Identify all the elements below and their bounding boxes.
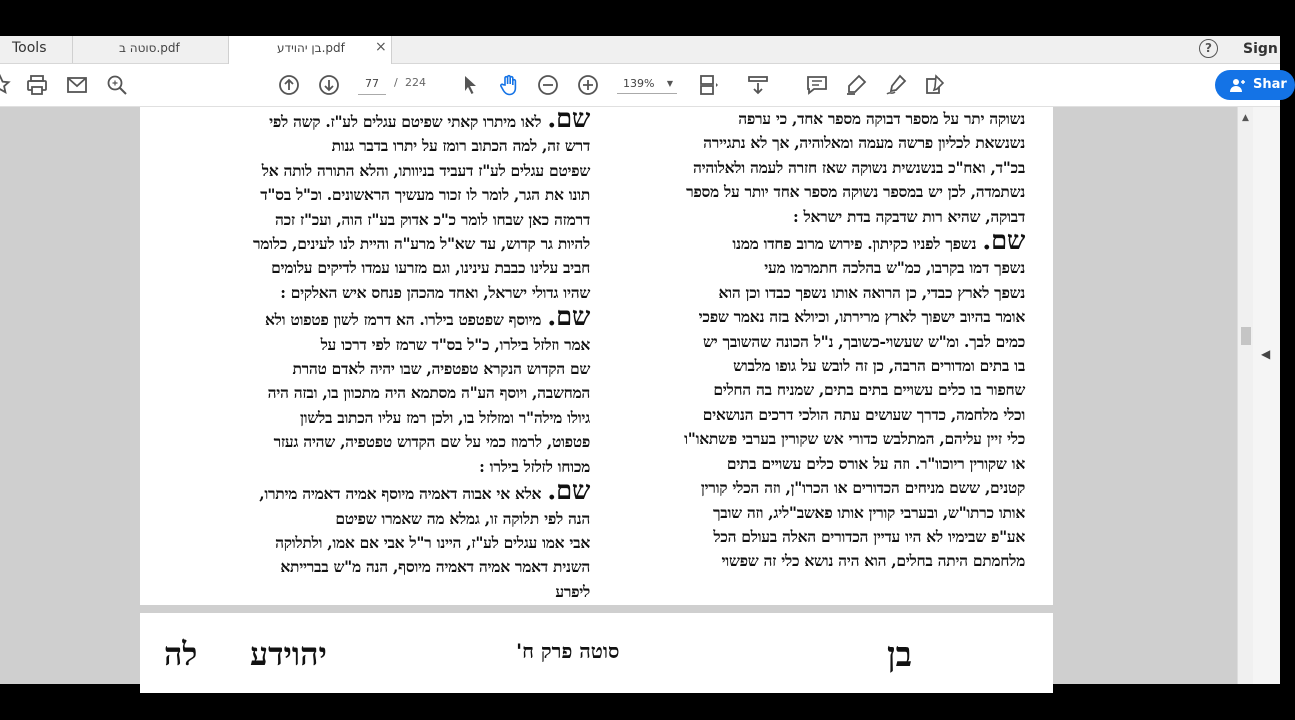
line-text: מכוחו לזלזל בילרו : bbox=[479, 456, 590, 476]
text-line bbox=[630, 226, 1025, 257]
line-text: שפיטם עגלים לע"ז דעביד בניוותו, והלא התורה לותה אל bbox=[261, 160, 590, 180]
page-header-chapter: סוטה פרק ח' bbox=[516, 639, 620, 663]
line-text: נשנשאת לכליון פרשה מעמה ומאלוהיה, אך לא נתגיירה bbox=[703, 133, 1025, 153]
chevron-left-icon[interactable]: ◀ bbox=[1261, 347, 1271, 361]
tab-sotah-b[interactable] bbox=[72, 36, 228, 63]
line-text: גיולו מילה"ר ומזלזל בו, ולכן רמז עליו הכתוב בלשון bbox=[300, 407, 590, 427]
line-text: דרש זה, למה הכתוב רומז על יתרו בדבר גנות bbox=[331, 136, 590, 156]
vertical-scrollbar[interactable] bbox=[1237, 107, 1254, 684]
text-line bbox=[180, 104, 590, 134]
text-line bbox=[180, 302, 590, 333]
user-share-icon bbox=[1229, 77, 1245, 93]
text-line bbox=[180, 256, 590, 280]
text-line bbox=[630, 403, 1025, 427]
text-line bbox=[630, 378, 1025, 402]
sign-in-link[interactable]: Sign bbox=[1243, 41, 1278, 57]
line-text: ליפרע bbox=[555, 581, 590, 601]
text-line bbox=[630, 180, 1025, 204]
scroll-up-icon[interactable]: ▲ bbox=[1242, 113, 1249, 123]
text-line bbox=[180, 381, 590, 405]
line-text: נשוקה יתר על מספר דבוקה מספר אחד, כי ערפה bbox=[738, 109, 1025, 128]
close-icon[interactable]: × bbox=[375, 39, 387, 55]
text-line bbox=[630, 281, 1025, 305]
text-line bbox=[630, 330, 1025, 354]
text-line bbox=[630, 549, 1025, 573]
page-header-yehoyada: יהוידע bbox=[250, 635, 327, 673]
line-text: נשפך לפניו כקיתון. פירוש מרוב פחדו ממנו bbox=[732, 234, 977, 254]
main-toolbar bbox=[0, 64, 1287, 107]
line-text: אלא אי אבוה דאמיה מיוסף אמיה דאמיה מיתרו, bbox=[259, 484, 542, 504]
line-text: השנית דאמר אמיה דאמיה מיוסף, הנה מ"ש בברייתא bbox=[280, 557, 590, 577]
line-text: מלחמתם היתה בחלים, הוא היה נושא כלי זה שפשוי bbox=[721, 551, 1025, 571]
tab-label: סוטה ב.pdf bbox=[119, 41, 180, 55]
highlight-icon[interactable] bbox=[844, 73, 868, 97]
page-separator: / bbox=[394, 76, 398, 89]
text-line bbox=[180, 531, 590, 555]
line-text: המחשבה, ויוסף הע"ה מסתמא היה מתכוון בו, ובזה היה bbox=[267, 383, 590, 403]
text-line bbox=[180, 159, 590, 183]
text-line bbox=[180, 580, 590, 604]
fit-page-icon[interactable] bbox=[697, 73, 721, 97]
prev-page-icon[interactable] bbox=[277, 73, 301, 97]
line-text: כמים לבך. ומ"ש שעשוי-כשובך, נ"ל הכונה שהשובך יש bbox=[702, 331, 1025, 351]
line-text: פטפוט, לרמוז כמי על שם הקדוש טפטפיה, שהיה געזר bbox=[273, 432, 590, 452]
text-line bbox=[630, 256, 1025, 280]
text-line bbox=[180, 333, 590, 357]
chevron-down-icon: ▼ bbox=[666, 79, 673, 88]
line-text: בכ"ד, ואח"כ בנשנשית נשוקה שאז חזרה לעמה ולאלוהיה bbox=[693, 157, 1025, 177]
scroll-thumb[interactable] bbox=[1241, 327, 1251, 345]
paragraph-lead-word: שם. bbox=[547, 104, 590, 134]
text-line bbox=[180, 208, 590, 232]
zoom-value: 139% bbox=[623, 77, 655, 90]
line-text: אמר וזלזל בילרו, כ"ל בס"ד שרמז לפי דרכו על bbox=[320, 334, 590, 354]
pdf-page bbox=[140, 104, 1053, 605]
star-icon[interactable] bbox=[0, 73, 12, 97]
line-text: שם הקדוש הנקרא טפטפיה, שבו יהיה לאדם טהרת bbox=[292, 359, 590, 379]
fill-sign-icon[interactable] bbox=[923, 73, 947, 97]
zoom-out-icon[interactable] bbox=[536, 73, 560, 97]
search-icon[interactable] bbox=[105, 73, 129, 97]
text-line bbox=[180, 134, 590, 158]
tab-bar bbox=[0, 36, 1280, 64]
print-icon[interactable] bbox=[25, 73, 49, 97]
page-total: 224 bbox=[405, 76, 426, 89]
line-text: אומר בהיוב ישפוך לארץ מרירתו, וכיולא בזה נאמר שפכי bbox=[698, 307, 1025, 327]
text-line bbox=[630, 501, 1025, 525]
tools-menu[interactable]: Tools bbox=[12, 40, 47, 56]
text-line bbox=[630, 354, 1025, 378]
text-line bbox=[180, 507, 590, 531]
share-label: Shar bbox=[1253, 77, 1287, 92]
line-text: נשתמדה, לכן יש במספר נשוקה מספר אחד יותר על מספר bbox=[686, 182, 1025, 202]
email-icon[interactable] bbox=[65, 73, 89, 97]
line-text: וכלי מלחמה, כדרך שעושים עתה הולכי דרכים הנושאים bbox=[702, 404, 1025, 424]
line-text: מיוסף שפטפט בילרו. הא דרמז לשון פטפוט ולא bbox=[265, 310, 542, 330]
line-text: או שקורין ריוכוו"ר. וזה על אורס כלים עשויים בתים bbox=[726, 453, 1025, 473]
text-line bbox=[630, 205, 1025, 229]
line-text: שחפור בו כלים עשויים בתים בתים, שמניח בה החלים bbox=[713, 380, 1025, 400]
left-text-column bbox=[180, 104, 590, 604]
text-line bbox=[630, 107, 1025, 131]
line-text: תונו את הגר, לומר לו זכור מעשיך הראשונים. וכ"ל בס"ד bbox=[260, 185, 590, 205]
help-icon[interactable]: ? bbox=[1199, 39, 1218, 58]
page-number-input[interactable]: 77 bbox=[358, 74, 386, 95]
share-button[interactable] bbox=[1215, 70, 1295, 100]
line-text: כלי זיין עליהם, המתלבש כדורי אש שקורין בערבי פשתאו"ו bbox=[684, 429, 1025, 449]
text-line bbox=[180, 555, 590, 579]
text-line bbox=[180, 281, 590, 305]
right-text-column bbox=[630, 107, 1025, 574]
select-cursor-icon[interactable] bbox=[458, 73, 482, 97]
line-text: לאו מיתרו קאתי שפיטם עגלים לע"ז. קשה לפי bbox=[269, 112, 542, 131]
tab-label: בן יהוידע.pdf bbox=[277, 41, 345, 55]
comment-icon[interactable] bbox=[805, 73, 829, 97]
paragraph-lead-word: שם. bbox=[547, 302, 590, 333]
text-line bbox=[180, 476, 590, 507]
next-page-icon[interactable] bbox=[317, 73, 341, 97]
line-text: נשפך לארץ כבדי, כן הרואה אותו נשפך כבדו וכן הוא bbox=[718, 282, 1025, 302]
page-header-number: לה bbox=[164, 635, 198, 673]
scroll-mode-icon[interactable] bbox=[746, 73, 770, 97]
zoom-in-icon[interactable] bbox=[576, 73, 600, 97]
text-line bbox=[630, 427, 1025, 451]
text-line bbox=[630, 452, 1025, 476]
line-text: אותו כרתו"ש, ובערבי קורין אותו פאשב"ליג, וזה שובך bbox=[712, 502, 1025, 522]
line-text: אבי אמו עגלים לע"ז, היינו ר"ל אבי אם אמו, ולתלוקה bbox=[275, 532, 590, 552]
line-text: שהיו גדולי ישראל, ואחד מהכהן פנחס איש האלקים : bbox=[280, 282, 590, 302]
text-line bbox=[630, 476, 1025, 500]
paragraph-lead-word: שם. bbox=[982, 226, 1025, 257]
text-line bbox=[180, 430, 590, 454]
line-text: הנה לפי תלוקה זו, גמלא מה שאמרו שפיטם bbox=[335, 508, 590, 528]
line-text: דבוקה, שהיא רות שדבקה בדת ישראל : bbox=[793, 206, 1025, 226]
text-line bbox=[180, 183, 590, 207]
text-line bbox=[630, 525, 1025, 549]
tab-ben-yehoyada[interactable] bbox=[228, 36, 392, 64]
line-text: נשפך דמו בקרבו, כמ"ש בהלכה חתמרמו מעי bbox=[764, 258, 1025, 278]
hand-tool-icon[interactable] bbox=[497, 73, 521, 97]
line-text: להיות גר קדוש, עד שא"ל מרע"ה והיית לנו לעינים, כלומר bbox=[252, 234, 590, 254]
pdf-next-page bbox=[140, 613, 1053, 693]
text-line bbox=[630, 305, 1025, 329]
line-text: קטנים, ששם מניחים הכדורים או הכרו"ן, וזה הכלי קורין bbox=[700, 478, 1025, 498]
text-line bbox=[180, 455, 590, 479]
pdf-viewer-window bbox=[0, 36, 1287, 684]
text-line bbox=[180, 357, 590, 381]
line-text: אע"פ שבימיו לא היו עדיין הכדורים האלה בעולם הכל bbox=[713, 526, 1025, 546]
sign-icon[interactable] bbox=[884, 73, 908, 97]
text-line bbox=[180, 406, 590, 430]
paragraph-lead-word: שם. bbox=[547, 476, 590, 507]
text-line bbox=[630, 131, 1025, 155]
page-header-ben: בן bbox=[887, 635, 913, 675]
text-line bbox=[630, 156, 1025, 180]
text-line bbox=[180, 232, 590, 256]
line-text: חביב עלינו כבבת עינינו, וגם מזרעו עמדו לדיקים עלומים bbox=[271, 258, 590, 278]
line-text: בו בתים ומדורים הרבה, כן זה לובש על גופו מלבוש bbox=[733, 356, 1025, 376]
right-pane-toggle[interactable] bbox=[1253, 107, 1280, 684]
zoom-level-dropdown[interactable] bbox=[617, 74, 677, 94]
document-canvas[interactable] bbox=[0, 104, 1237, 684]
line-text: דרמזה כאן שבחו לומר כ"כ אדוק בע"ז הוה, ועכ"ז זכה bbox=[275, 209, 590, 229]
